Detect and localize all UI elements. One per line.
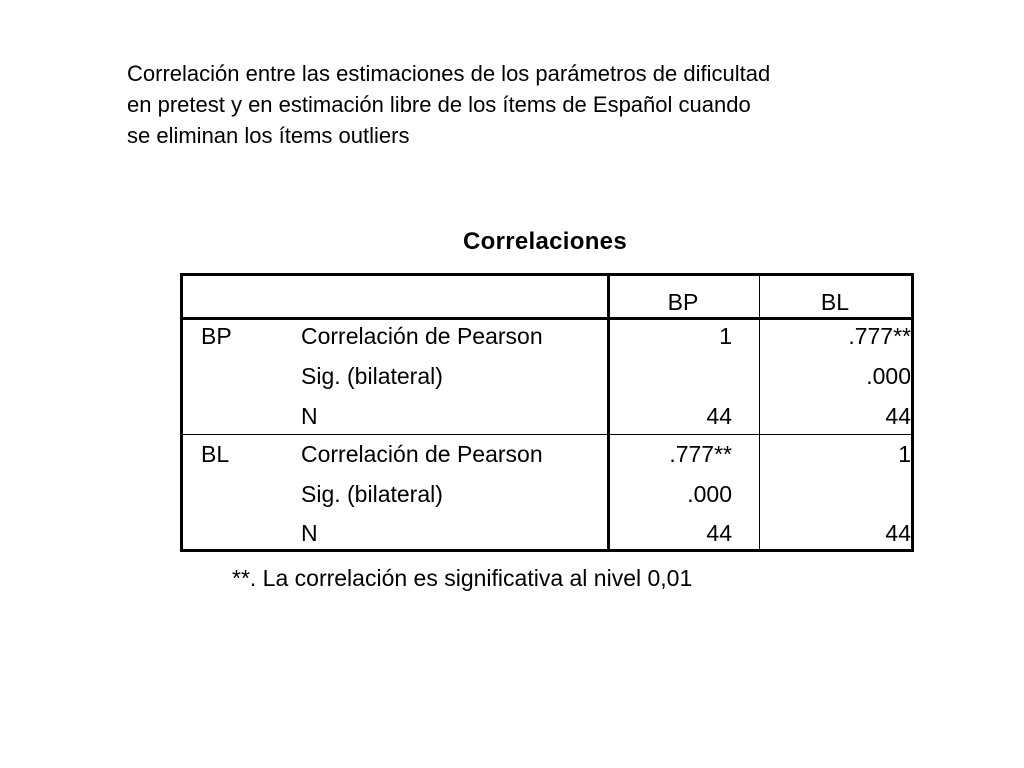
cell-bl: .777**	[848, 323, 911, 349]
row-statistic: N	[301, 520, 318, 546]
row-variable: BL	[201, 441, 230, 467]
cell-bp: 1	[719, 323, 732, 349]
intro-line-1: Correlación entre las estimaciones de los parámetros de dificultad	[127, 61, 771, 86]
row-statistic: Sig. (bilateral)	[301, 363, 443, 389]
correlation-table	[180, 273, 914, 552]
group-divider	[183, 434, 911, 435]
column-header-bl: BL	[820, 289, 850, 315]
column-header-bp: BP	[667, 289, 699, 315]
cell-bl: 44	[885, 403, 911, 429]
cell-bp: 44	[706, 403, 732, 429]
table-footnote: **. La correlación es significativa al nivel 0,01	[232, 565, 693, 591]
intro-text	[127, 58, 907, 151]
intro-line-2: en pretest y en estimación libre de los ítems de Español cuando	[127, 92, 751, 117]
row-statistic: Correlación de Pearson	[301, 323, 543, 349]
cell-bp: 44	[706, 520, 732, 546]
row-statistic: Sig. (bilateral)	[301, 481, 443, 507]
cell-bl: 44	[885, 520, 911, 546]
cell-bp: .777**	[669, 441, 732, 467]
cell-bp: .000	[687, 481, 732, 507]
cell-bl: .000	[866, 363, 911, 389]
table-title: Correlaciones	[463, 228, 627, 255]
row-statistic: Correlación de Pearson	[301, 441, 543, 467]
header-divider	[183, 317, 911, 320]
row-statistic: N	[301, 403, 318, 429]
row-variable: BP	[201, 323, 232, 349]
intro-line-3: se eliminan los ítems outliers	[127, 123, 410, 148]
cell-bl: 1	[898, 441, 911, 467]
